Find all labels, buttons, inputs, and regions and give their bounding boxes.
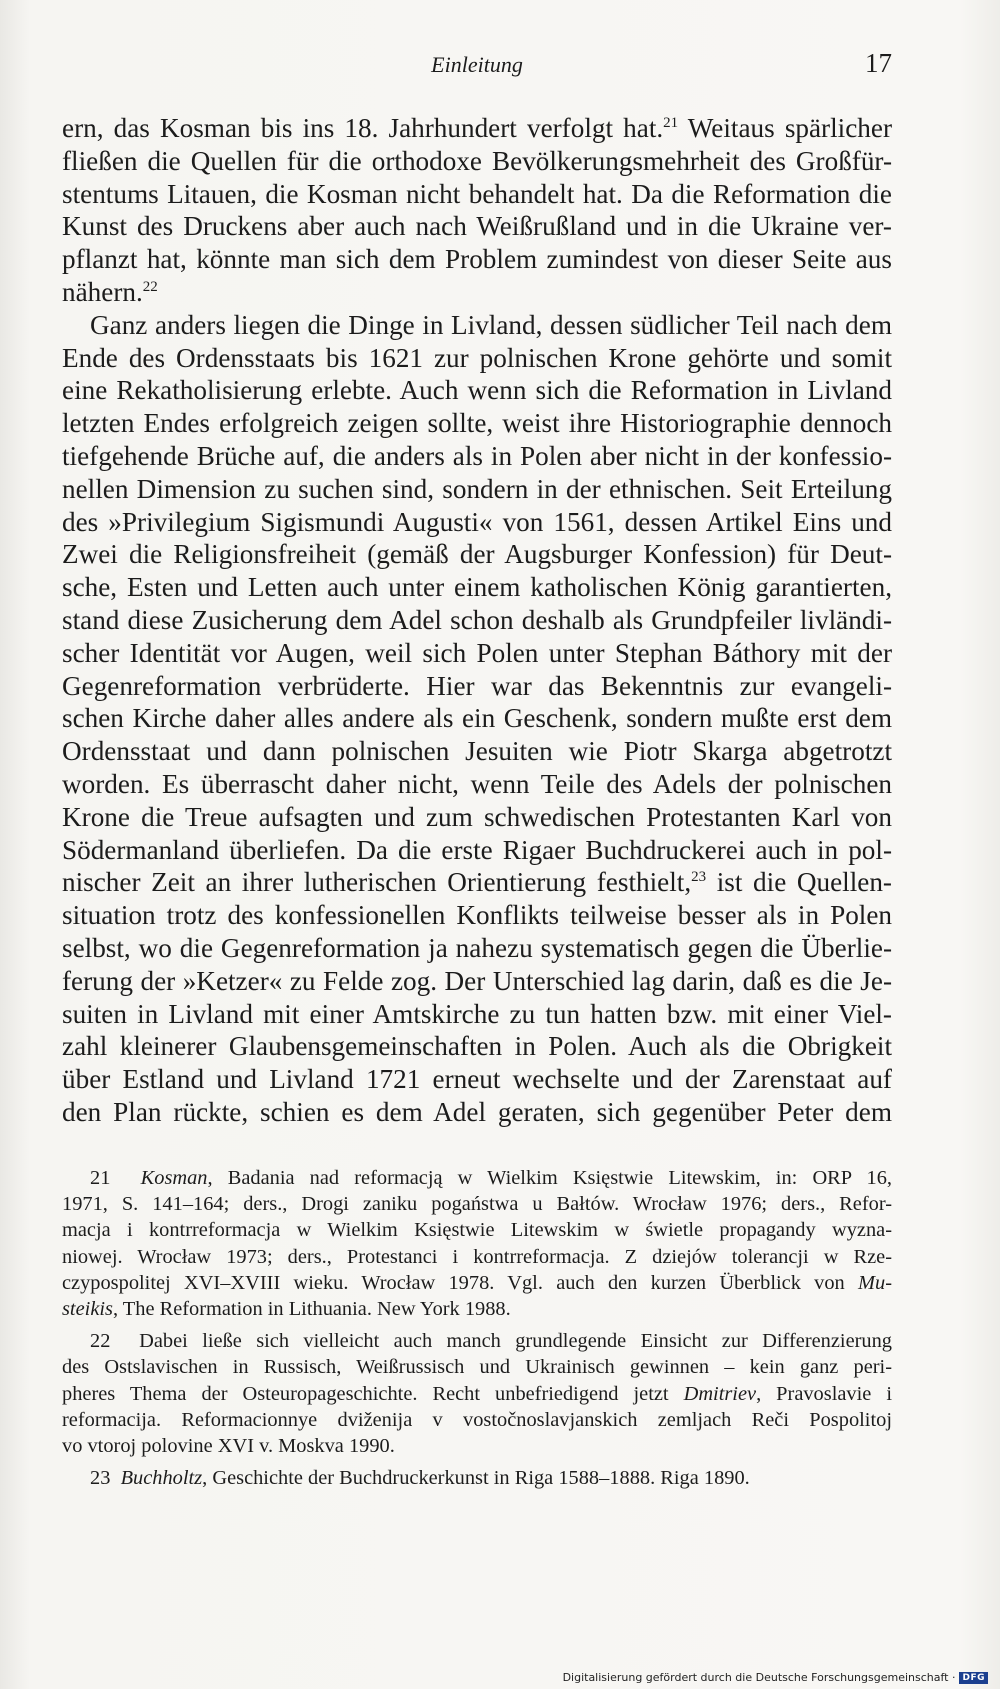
credit-text: Digitalisierung gefördert durch die Deutsche Forschungsgemeinschaft · [562,1671,956,1684]
running-title: Einleitung [431,52,523,77]
footnote-line: 1971, S. 141–164; ders., Drogi zaniku pogaństwa u Bałtów. Wrocław 1976; ders., Refor- [62,1193,892,1216]
text-line: Gegenreformation verbrüderte. Hier war das Bekenntnis zur evangeli- [62,670,892,701]
text-line: stentums Litauen, die Kosman nicht behandelt hat. Da die Reformation die [62,178,892,209]
text-line: pflanzt hat, könnte man sich dem Problem zumindest von dieser Seite aus [62,244,892,275]
text-line: worden. Es überrascht daher nicht, wenn Teile des Adels der polnischen [62,768,892,799]
footnote-21: 21 Kosman, Badania nad reformacją w Wielkim Księstwie Litewskim, in: ORP 16, [90,1167,892,1189]
footnote-22: 22 Dabei ließe sich vielleicht auch manch grundlegende Einsicht zur Differenzierung [90,1330,892,1353]
text-line: sche, Esten und Letten auch unter einem katholischen König garantierten, [62,572,892,603]
footnote-line: des Ostslavischen in Russisch, Weißrussisch und Ukrainisch gewinnen – kein ganz peri- [62,1356,892,1379]
text-line: tiefgehende Brüche auf, die anders als in Polen aber nicht in der konfessio- [62,440,892,471]
text-line: Ende des Ordensstaats bis 1621 zur polnischen Krone gehörte und somit [62,342,892,373]
text-line: Zwei die Religionsfreiheit (gemäß der Augsburger Konfession) für Deut- [62,539,892,570]
text-line: scher Identität vor Augen, weil sich Polen unter Stephan Báthory mit der [62,637,892,668]
footnotes [62,1165,892,1491]
text-line: selbst, wo die Gegenreformation ja nahezu systematisch gegen die Überlie- [62,932,892,963]
text-line: Kunst des Druckens aber auch nach Weißrußland und in die Ukraine ver- [62,211,892,242]
footnote-ref: 21 [663,115,679,131]
text-line: nischer Zeit an ihrer lutherischen Orientierung festhielt,$^{23}$ ist die Quellen- [62,867,892,898]
text-line: nähern.$^{22}$ [62,276,158,307]
text-line: nellen Dimension zu suchen sind, sondern in der ethnischen. Seit Erteilung [62,473,892,504]
footnote-23: 23 Buchholtz, Geschichte der Buchdruckerkunst in Riga 1588–1888. Riga 1890. [90,1467,750,1490]
footnote-line: niowej. Wrocław 1973; ders., Protestanci i kontrreformacja. Z dziejów tolerancji w Rze- [62,1245,892,1268]
text-line: eine Rekatholisierung erlebte. Auch wenn sich die Reformation in Livland [62,375,892,406]
footnote-line: reformacija. Reformacionnye dviženija v vostočnoslavjanskich zemljach Reči Pospolitoj [62,1408,892,1431]
text-line: ferung der »Ketzer« zu Felde zog. Der Unterschied lag darin, daß es die Je- [62,965,892,996]
digitization-credit [563,1671,988,1684]
footnote-line: macja i kontrreformacja w Wielkim Księstwie Litewskim w świetle propagandy wyzna- [62,1219,892,1242]
text-line: schen Kirche daher alles andere als ein Geschenk, sondern mußte erst dem [62,703,892,734]
text-line: des »Privilegium Sigismundi Augusti« von 1561, dessen Artikel Eins und [62,506,892,537]
body-text [62,112,892,1129]
footnote-line: steikis, The Reformation in Lithuania. New York 1988. [62,1298,511,1321]
text-line: ern, das Kosman bis ins 18. Jahrhundert verfolgt hat.$^{21}$ Weitaus spärlicher [62,113,892,143]
text-line: situation trotz des konfessionellen Konflikts teilweise besser als in Polen [62,900,892,931]
text-line: über Estland und Livland 1721 erneut wechselte und der Zarenstaat auf [62,1064,892,1095]
text-line: Ordensstaat und dann polnischen Jesuiten wie Piotr Skarga abgetrotzt [62,736,892,767]
footnote-line: vo vtoroj polovine XVI v. Moskva 1990. [62,1435,395,1458]
text-line: Ganz anders liegen die Dinge in Livland, dessen südlicher Teil nach dem [90,309,892,340]
text-line: stand diese Zusicherung dem Adel schon deshalb als Grundpfeiler livländi- [62,604,892,635]
footnote-ref: 23 [691,869,707,886]
dfg-logo-icon: DFG [959,1672,988,1684]
text-line: den Plan rückte, schien es dem Adel geraten, sich gegenüber Peter dem [62,1096,892,1127]
text-line: zahl kleinerer Glaubensgemeinschaften in Polen. Auch als die Obrigkeit [62,1031,892,1062]
page-header [62,48,892,88]
footnote-line: czypospolitej XVI–XVIII wieku. Wrocław 1978. Vgl. auch den kurzen Überblick von Mu- [62,1271,892,1294]
text-line: Krone die Treue aufsagten und zum schwedischen Protestanten Karl von [62,801,892,832]
text-line: letzten Endes erfolgreich zeigen sollte, weist ihre Historiographie dennoch [62,408,892,439]
text-line: Södermanland überliefen. Da die erste Rigaer Buchdruckerei auch in pol- [62,834,892,865]
page-number: 17 [865,48,892,78]
footnote-ref: 22 [142,278,158,295]
text-line: suiten in Livland mit einer Amtskirche zu tun hatten bzw. mit einer Viel- [62,998,892,1029]
footnote-line: pheres Thema der Osteuropageschichte. Recht unbefriedigend jetzt Dmitriev, Pravoslavie i [62,1382,892,1405]
text-line: fließen die Quellen für die orthodoxe Bevölkerungsmehrheit des Großfür- [62,145,892,176]
